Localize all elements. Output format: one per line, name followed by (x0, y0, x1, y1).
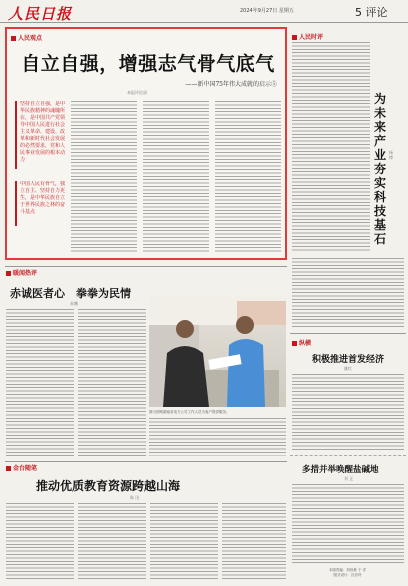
body-text-column (149, 418, 286, 456)
article-author: 姚红 (344, 366, 352, 371)
body-text-column (292, 258, 404, 328)
body-text-column (292, 42, 370, 252)
article-title[interactable]: 自立自强，增强志气骨气底气 (21, 53, 275, 75)
body-text-column (78, 309, 146, 457)
divider (290, 455, 406, 456)
pull-quote: 中国人民有骨气，独立自主、坚持自力更生，是中华民族自立于世界民族之林的奋斗基点 (20, 181, 66, 215)
tag-marker-icon (6, 466, 11, 471)
tag-marker-icon (6, 271, 11, 276)
article-title[interactable]: 推动优质教育资源跨越山海 (36, 479, 181, 493)
body-text-column (222, 503, 286, 581)
body-text-column (78, 503, 146, 581)
body-text-column (150, 503, 218, 581)
article-author: 本报评论部 (127, 90, 147, 95)
article-subtitle: ——新中国75年伟大成就的启示⑤ (185, 81, 277, 88)
section-tag: 纵横 (292, 338, 311, 347)
section-tag: 暖闻热评 (6, 268, 37, 277)
section-tag: 金台随笔 (6, 463, 37, 472)
body-text-column (292, 374, 404, 452)
article-author: 朱鹏 (70, 301, 78, 306)
pull-quote-column (15, 101, 67, 251)
article-title[interactable]: 多措并举唤醒盐碱地 (302, 465, 379, 475)
credits-editors: 本版责编：刘伟豪 于 洋 (328, 568, 367, 572)
newspaper-logo: 人民日报 (8, 5, 73, 23)
page-credits (290, 568, 405, 578)
body-text-column (6, 503, 74, 581)
credits-design: 版式设计：沈亦伶 (333, 573, 362, 577)
tag-marker-icon (292, 35, 297, 40)
tag-marker-icon (292, 341, 297, 346)
page-number (355, 4, 388, 20)
body-text-column (215, 101, 281, 253)
pull-quote-rule (15, 181, 17, 226)
news-photo (149, 295, 286, 407)
section-name: 评论 (365, 6, 388, 19)
photo-caption: 图为国网湖南省电力公司工作人员为客户提供服务。 (149, 410, 230, 414)
page-number-value: 5 (355, 6, 362, 19)
article-author: 杨博 (389, 150, 393, 160)
body-text-column (71, 101, 137, 253)
body-text-column (6, 309, 74, 457)
article-author: 陈 田 (130, 495, 140, 500)
tag-marker-icon (11, 36, 16, 41)
divider (5, 461, 287, 462)
article-author: 刘 正 (344, 476, 354, 481)
divider (290, 333, 406, 334)
section-tag: 人民时评 (292, 32, 323, 41)
body-text-column (292, 484, 404, 564)
pull-quote: 坚持自立自强，是中华民族精神的魂魄所在，是中国共产党领导中国人民进行社会主义革命、建设、改革和新时代社会发展的必然要求，党和人民事业发展的根本动力 (20, 101, 66, 163)
article-title[interactable]: 为未来产业夯实科技基石 (374, 92, 387, 246)
article-title[interactable]: 赤诚医者心 拳拳为民情 (10, 287, 131, 300)
article-title[interactable]: 积极推进首发经济 (312, 355, 385, 365)
body-text-column (143, 101, 209, 253)
photo-illustration (149, 295, 286, 407)
featured-article[interactable] (5, 27, 287, 260)
masthead (0, 0, 408, 23)
divider (5, 266, 287, 267)
pull-quote-rule (15, 101, 17, 169)
section-tag: 人民观点 (11, 33, 42, 42)
dateline: 2024年9月27日 星期五 (240, 8, 294, 14)
